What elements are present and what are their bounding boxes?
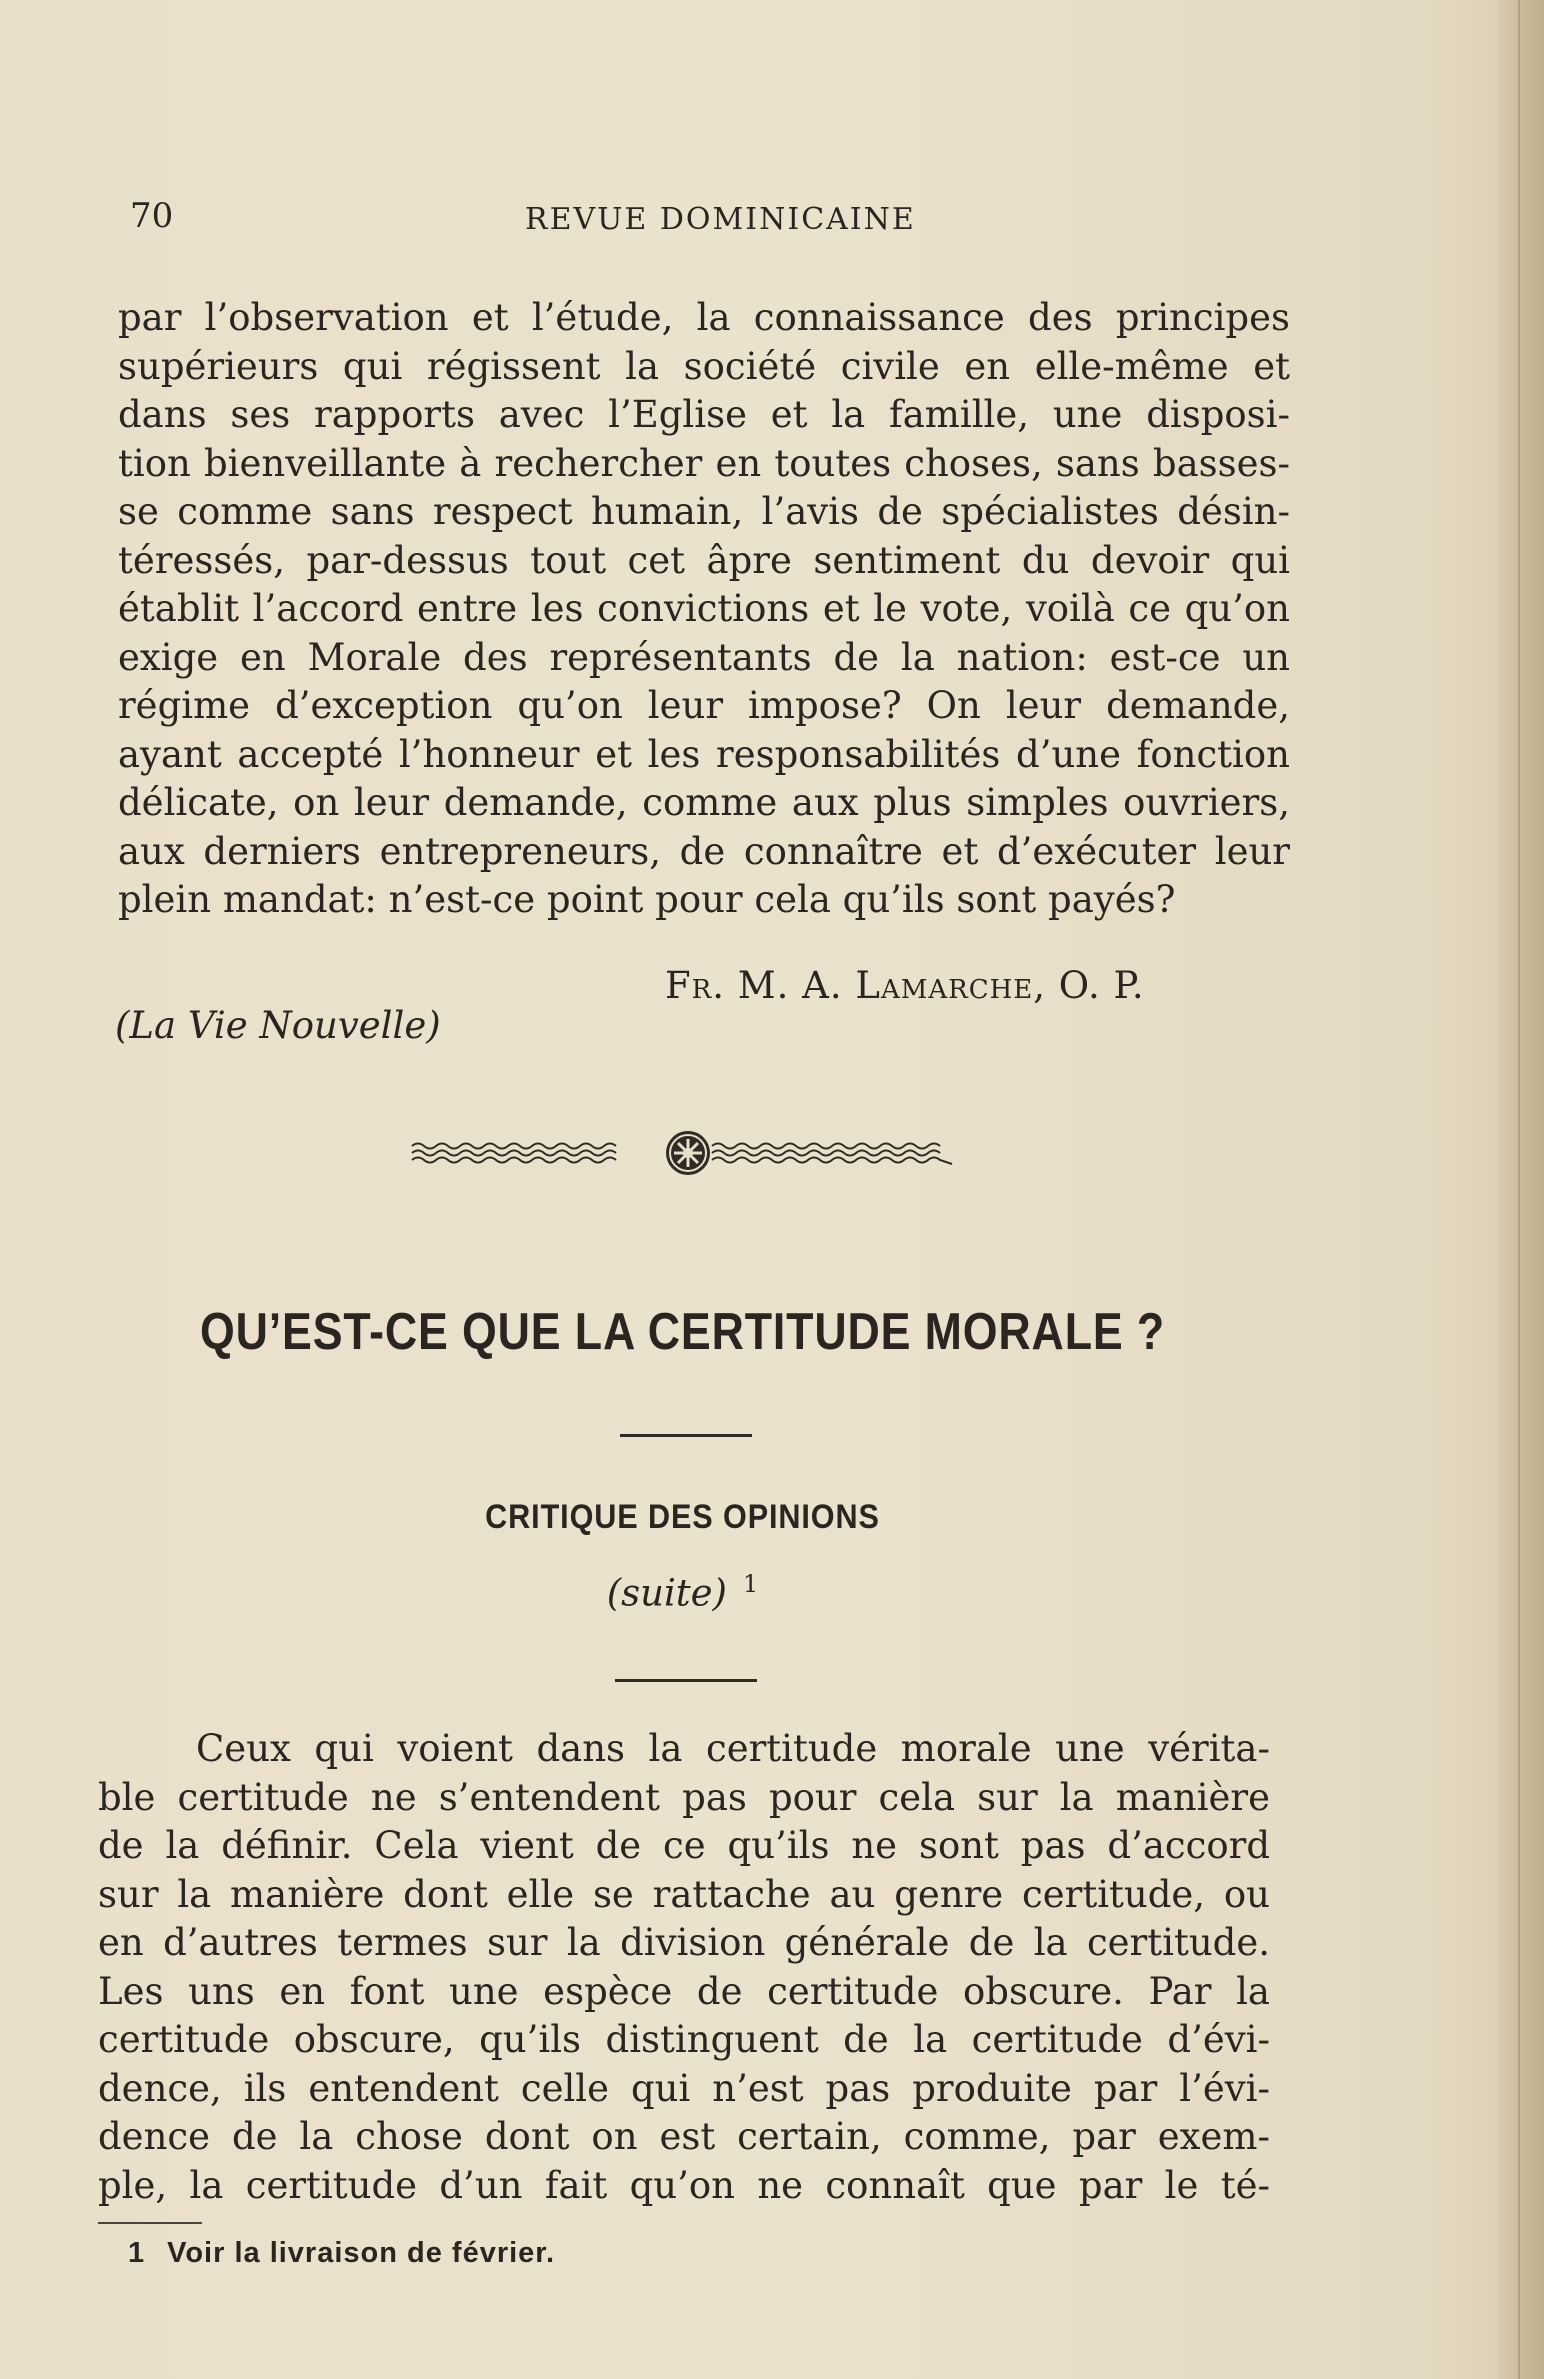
running-title: REVUE DOMINICAINE: [525, 202, 916, 237]
text-line: établit l’accord entre les convictions et le vote, voilà ce qu’on: [118, 587, 1290, 630]
article-title: QU’EST-CE QUE LA CERTITUDE MORALE ?: [199, 1303, 1166, 1361]
author-signature: Fr. M. A. Lamarche, O. P.: [665, 964, 1145, 1007]
text-line: ble certitude ne s’entendent pas pour cela sur la manière: [98, 1775, 1270, 1819]
article-paragraph: [98, 1725, 1270, 2210]
text-line: ayant accepté l’honneur et les responsabilités d’une fonction: [118, 732, 1290, 776]
subtitle-rule: [615, 1679, 757, 1682]
page-number: 70: [130, 196, 174, 236]
text-line: sur la manière dont elle se rattache au genre certitude, ou: [98, 1872, 1270, 1916]
text-line: tion bienveillante à rechercher en toutes choses, sans basses-: [118, 441, 1290, 485]
text-line: en d’autres termes sur la division générale de la certitude.: [98, 1921, 1270, 1964]
text-line: supérieurs qui régissent la société civile en elle-même et: [118, 344, 1290, 388]
source-title: (La Vie Nouvelle): [115, 1004, 441, 1047]
text-line: délicate, on leur demande, comme aux plus simples ouvriers,: [118, 781, 1290, 824]
text-line: plein mandat: n’est-ce point pour cela qu’ils sont payés?: [118, 878, 1176, 921]
suite-label: (suite): [606, 1571, 727, 1615]
title-rule: [620, 1434, 752, 1437]
text-line: se comme sans respect humain, l’avis de spécialistes désin-: [118, 490, 1290, 533]
gutter-edge: [1518, 0, 1520, 2379]
text-line: aux derniers entrepreneurs, de connaître et d’exécuter leur: [118, 829, 1290, 873]
text-line: dans ses rapports avec l’Eglise et la famille, une disposi-: [118, 393, 1290, 436]
text-line: par l’observation et l’étude, la connaissance des principes: [118, 296, 1290, 339]
section-subtitle: CRITIQUE DES OPINIONS: [485, 1498, 880, 1536]
text-line: Ceux qui voient dans la certitude morale une vérita-: [196, 1727, 1270, 1770]
text-line: de la définir. Cela vient de ce qu’ils ne sont pas d’accord: [98, 1824, 1270, 1867]
text-line: dence de la chose dont on est certain, comme, par exem-: [98, 2115, 1270, 2158]
text-line: ple, la certitude d’un fait qu’on ne connaît que par le té-: [98, 2163, 1270, 2207]
text-line: régime d’exception qu’on leur impose? On leur demande,: [118, 684, 1290, 727]
text-line: Les uns en font une espèce de certitude obscure. Par la: [98, 1969, 1270, 2013]
text-line: téressés, par-dessus tout cet âpre sentiment du devoir qui: [118, 538, 1290, 582]
text-line: certitude obscure, qu’ils distinguent de la certitude d’évi-: [98, 2018, 1270, 2061]
ornament-divider: [410, 1128, 1010, 1178]
paragraph-continuation: [118, 294, 1290, 925]
text-line: exige en Morale des représentants de la nation: est-ce un: [118, 635, 1290, 679]
source-citation: [115, 1004, 441, 1047]
footnote-text: Voir la livraison de février.: [167, 2237, 556, 2269]
flower-ornament-icon: [666, 1131, 710, 1175]
page-gutter: [1498, 0, 1544, 2379]
continuation-note: [0, 1570, 1365, 1614]
footnote-marker: 1: [743, 1570, 759, 1598]
text-line: dence, ils entendent celle qui n’est pas produite par l’évi-: [98, 2066, 1270, 2110]
footnote: [128, 2237, 555, 2270]
footnote-rule: [98, 2222, 202, 2224]
footnote-number: 1: [128, 2237, 146, 2269]
page-header: [120, 196, 1280, 246]
